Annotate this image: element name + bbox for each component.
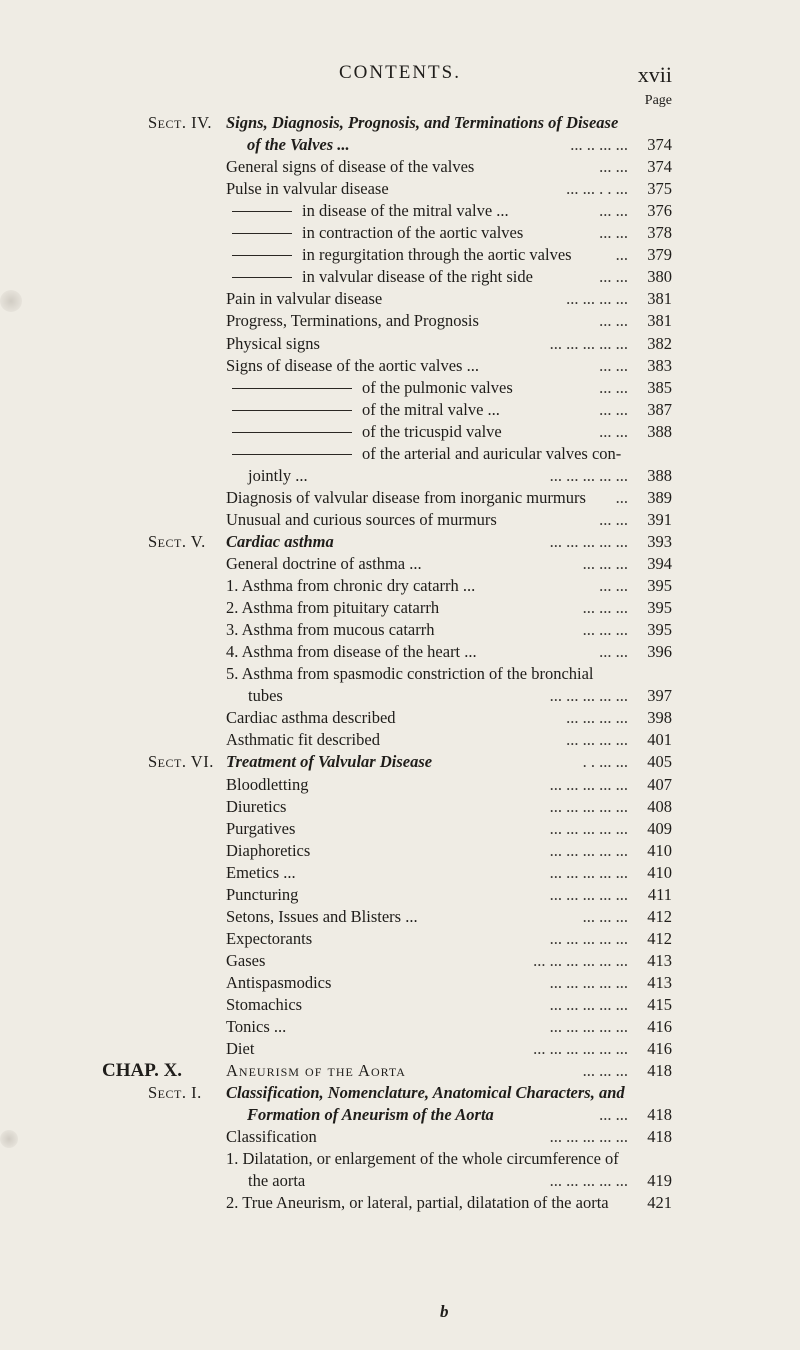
toc-entry-text: in contraction of the aortic valves [302, 223, 524, 242]
page-number: 401 [647, 730, 672, 749]
toc-entry-text: Tonics ... [226, 1017, 287, 1036]
toc-entry-text: General signs of disease of the valves [226, 157, 475, 176]
leader-dots: ... ... ... ... ... [549, 973, 628, 992]
toc-entry [0, 288, 672, 310]
leader-dots: . . ... ... [582, 752, 628, 771]
leader-dots: ... ... ... ... ... [549, 929, 628, 948]
toc-entry-text: 2. Asthma from pituitary catarrh [226, 598, 440, 617]
toc-entry-text: of the Valves ... [247, 135, 350, 154]
page-number: 381 [647, 289, 672, 308]
page-number: 418 [647, 1127, 672, 1146]
toc-entry-text: Stomachics [226, 995, 303, 1014]
toc-entry [0, 663, 672, 685]
toc-entry-text: Antispasmodics [226, 973, 332, 992]
leader-dots: ... ... ... [582, 907, 628, 926]
leader-dots: ... ... ... ... ... [549, 819, 628, 838]
toc-entry [0, 399, 672, 421]
page-number: 388 [647, 466, 672, 485]
toc-entry [0, 222, 672, 244]
page-number: 389 [647, 488, 672, 507]
toc-entry [0, 465, 672, 487]
toc-entry-text: Diagnosis of valvular disease from inorganic murmurs [226, 488, 586, 507]
page-number: 410 [647, 841, 672, 860]
toc-entry-text: Unusual and curious sources of murmurs [226, 510, 497, 529]
page-blemish [0, 290, 22, 312]
toc-entry-text: Progress, Terminations, and Prognosis [226, 311, 479, 330]
toc-entry-text: General doctrine of asthma ... [226, 554, 422, 573]
toc-entry [0, 310, 672, 332]
ditto-rule [232, 211, 292, 212]
page-number: 411 [647, 885, 672, 904]
toc-entry-text: Puncturing [226, 885, 299, 904]
toc-entry-text: of the mitral valve ... [362, 400, 500, 419]
toc-entry [0, 200, 672, 222]
toc-entry-text: Purgatives [226, 819, 296, 838]
page-number: 387 [647, 400, 672, 419]
page-number: 405 [647, 752, 672, 771]
toc-entry [0, 729, 672, 751]
ditto-rule [232, 410, 352, 411]
page-number: 412 [647, 907, 672, 926]
toc-entry-text: in regurgitation through the aortic valves [302, 245, 572, 264]
page-number: 421 [647, 1193, 672, 1212]
page-number: 398 [647, 708, 672, 727]
page-number: 396 [647, 642, 672, 661]
leader-dots: ... ... ... ... ... [549, 885, 628, 904]
leader-dots: ... ... [599, 422, 628, 441]
leader-dots: ... ... ... ... ... [549, 841, 628, 860]
toc-entry-text: Formation of Aneurism of the Aorta [247, 1105, 494, 1124]
toc-entry [0, 685, 672, 707]
section-label: Sect. I. [148, 1083, 202, 1102]
leader-dots: ... ... ... [582, 554, 628, 573]
toc-entry [0, 355, 672, 377]
toc-entry-text: Physical signs [226, 334, 320, 353]
leader-dots: ... ... [599, 157, 628, 176]
page-number: 395 [647, 576, 672, 595]
page-blemish [0, 1130, 18, 1148]
signature-mark: b [440, 1302, 449, 1321]
page-number: 388 [647, 422, 672, 441]
toc-entry-text: Cardiac asthma [226, 532, 334, 551]
ditto-rule [232, 255, 292, 256]
page-number: 410 [647, 863, 672, 882]
toc-entry-text: the aorta [248, 1171, 306, 1190]
toc-entry-text: Pain in valvular disease [226, 289, 383, 308]
toc-entry-text: Bloodletting [226, 775, 309, 794]
toc-entry [0, 862, 672, 884]
toc-entry [0, 553, 672, 575]
toc-entry-text: Asthmatic fit described [226, 730, 380, 749]
toc-entry [0, 994, 672, 1016]
page-number: 413 [647, 973, 672, 992]
toc-entry [0, 1170, 672, 1192]
toc-entry-text: 3. Asthma from mucous catarrh [226, 620, 435, 639]
toc-entry-text: of the tricuspid valve [362, 422, 502, 441]
toc-entry [0, 1126, 672, 1148]
leader-dots: ... ... ... ... ... [549, 1171, 628, 1190]
toc-entry-text: Pulse in valvular disease [226, 179, 389, 198]
ditto-rule [232, 432, 352, 433]
toc-entry-text: of the arterial and auricular valves con- [362, 444, 622, 463]
leader-dots: ... ... ... ... ... [549, 797, 628, 816]
page-number: 412 [647, 929, 672, 948]
page-number: 385 [647, 378, 672, 397]
toc-entry [0, 1192, 672, 1214]
leader-dots: ... ... [599, 356, 628, 375]
page-number: 397 [647, 686, 672, 705]
toc-entry [0, 1038, 672, 1060]
section-label: Sect. IV. [148, 113, 212, 132]
leader-dots: ... ... ... ... ... [549, 686, 628, 705]
page-number: 418 [647, 1061, 672, 1080]
leader-dots: ... ... [599, 400, 628, 419]
leader-dots: ... ... ... ... ... [549, 466, 628, 485]
page-number: 418 [647, 1105, 672, 1124]
toc-entry [0, 377, 672, 399]
toc-entry [0, 1060, 672, 1082]
page-number: 374 [647, 135, 672, 154]
toc-entry-text: Expectorants [226, 929, 313, 948]
toc-entry-text: Emetics ... [226, 863, 296, 882]
toc-entry [0, 112, 672, 134]
toc-entry [0, 1104, 672, 1126]
leader-dots: ... ... [599, 576, 628, 595]
page-number: 408 [647, 797, 672, 816]
page-number: 413 [647, 951, 672, 970]
toc-entry [0, 818, 672, 840]
toc-entry [0, 421, 672, 443]
toc-entry-text: of the pulmonic valves [362, 378, 513, 397]
leader-dots: ... ... ... ... [566, 730, 628, 749]
leader-dots: ... ... [599, 642, 628, 661]
toc-entry [0, 443, 672, 465]
toc-entry-text: Classification [226, 1127, 317, 1146]
page-number: 375 [647, 179, 672, 198]
leader-dots: ... ... ... ... ... [549, 532, 628, 551]
page-number: 378 [647, 223, 672, 242]
toc-entry [0, 1082, 672, 1104]
leader-dots: ... ... [599, 201, 628, 220]
toc-entry [0, 266, 672, 288]
page-number: 416 [647, 1039, 672, 1058]
leader-dots: ... ... ... ... [566, 708, 628, 727]
leader-dots: ... ... [599, 378, 628, 397]
leader-dots: ... ... ... ... ... [549, 1127, 628, 1146]
leader-dots: ... ... [599, 510, 628, 529]
leader-dots: ... ... ... [582, 1061, 628, 1080]
toc-entry-text: Classification, Nomenclature, Anatomical Characters, and [226, 1083, 625, 1102]
ditto-rule [232, 454, 352, 455]
toc-entry [0, 840, 672, 862]
section-label: Sect. V. [148, 532, 206, 551]
toc-entry-text: Setons, Issues and Blisters ... [226, 907, 418, 926]
toc-entry [0, 575, 672, 597]
leader-dots: ... ... [599, 1105, 628, 1124]
toc-entry [0, 707, 672, 729]
toc-entry-text: 1. Dilatation, or enlargement of the whole circumference of [226, 1149, 619, 1168]
leader-dots: ... ... ... ... ... [549, 334, 628, 353]
toc-entry [0, 178, 672, 200]
toc-entry-text: Treatment of Valvular Disease [226, 752, 433, 771]
toc-entry [0, 928, 672, 950]
toc-entry-text: Cardiac asthma described [226, 708, 396, 727]
leader-dots: ... ... ... [582, 598, 628, 617]
leader-dots: ... ... [599, 311, 628, 330]
toc-entry [0, 333, 672, 355]
toc-entry [0, 597, 672, 619]
running-head-title: CONTENTS. [339, 62, 461, 83]
toc-entry-text: in valvular disease of the right side [302, 267, 533, 286]
toc-entry [0, 950, 672, 972]
toc-entry-text: 2. True Aneurism, or lateral, partial, dilatation of the aorta [226, 1193, 609, 1212]
leader-dots: ... ... ... ... ... ... [533, 1039, 628, 1058]
toc-entry [0, 509, 672, 531]
leader-dots: ... ... ... [582, 620, 628, 639]
page-number: 374 [647, 157, 672, 176]
page-number: 376 [647, 201, 672, 220]
leader-dots: ... [615, 488, 628, 507]
leader-dots: ... ... ... ... ... [549, 775, 628, 794]
ditto-rule [232, 277, 292, 278]
toc-entry [0, 244, 672, 266]
page-number: 379 [647, 245, 672, 264]
page-number: 395 [647, 620, 672, 639]
toc-entry [0, 1016, 672, 1038]
page-number: 383 [647, 356, 672, 375]
toc-entry [0, 796, 672, 818]
ditto-rule [232, 233, 292, 234]
page-number: 380 [647, 267, 672, 286]
leader-dots: ... ... ... ... ... [549, 995, 628, 1014]
page-number: 395 [647, 598, 672, 617]
toc-entry-text: Signs, Diagnosis, Prognosis, and Terminations of Disease [226, 113, 619, 132]
leader-dots: ... .. ... ... [570, 135, 628, 154]
page-number: 393 [647, 532, 672, 551]
page-number: 394 [647, 554, 672, 573]
leader-dots: ... ... . . ... [566, 179, 628, 198]
toc-entry-text: Aneurism of the Aorta [226, 1061, 406, 1080]
leader-dots: ... [615, 245, 628, 264]
leader-dots: ... ... ... ... ... [549, 863, 628, 882]
toc-entry-text: tubes [248, 686, 283, 705]
page-column-label: Page [644, 93, 672, 108]
toc-entry [0, 906, 672, 928]
toc-entry [0, 619, 672, 641]
toc-entry-text: 4. Asthma from disease of the heart ... [226, 642, 477, 661]
page-numeral: xvii [637, 62, 672, 87]
running-head [0, 62, 800, 88]
toc-entry [0, 487, 672, 509]
section-label: Sect. VI. [148, 752, 214, 771]
leader-dots: ... ... ... ... ... [549, 1017, 628, 1036]
page-number: 391 [647, 510, 672, 529]
toc-entry [0, 156, 672, 178]
page-number: 407 [647, 775, 672, 794]
toc-entry [0, 1148, 672, 1170]
page-number: 382 [647, 334, 672, 353]
toc-entry-text: in disease of the mitral valve ... [302, 201, 509, 220]
page-number: 409 [647, 819, 672, 838]
toc-entry [0, 972, 672, 994]
toc-entry-text: 1. Asthma from chronic dry catarrh ... [226, 576, 476, 595]
leader-dots: ... ... ... ... [566, 289, 628, 308]
leader-dots: ... ... [599, 267, 628, 286]
leader-dots: ... ... ... ... ... ... [533, 951, 628, 970]
toc-entry-text: jointly ... [248, 466, 308, 485]
ditto-rule [232, 388, 352, 389]
toc-entry-text: Signs of disease of the aortic valves ... [226, 356, 479, 375]
toc-entry-text: Diet [226, 1039, 255, 1058]
toc-entry-text: Diuretics [226, 797, 287, 816]
leader-dots: ... ... [599, 223, 628, 242]
toc-entry [0, 751, 672, 773]
toc-entry [0, 774, 672, 796]
chapter-label: CHAP. X. [102, 1060, 183, 1081]
page-number: 419 [647, 1171, 672, 1190]
toc-entry [0, 531, 672, 553]
toc-entry-text: 5. Asthma from spasmodic constriction of the bronchial [226, 664, 594, 683]
toc-entry [0, 641, 672, 663]
page-number: 416 [647, 1017, 672, 1036]
toc-entry-text: Diaphoretics [226, 841, 311, 860]
page-number: 415 [647, 995, 672, 1014]
toc-entry [0, 884, 672, 906]
page-number: 381 [647, 311, 672, 330]
toc-entry-text: Gases [226, 951, 266, 970]
toc-entry [0, 134, 672, 156]
